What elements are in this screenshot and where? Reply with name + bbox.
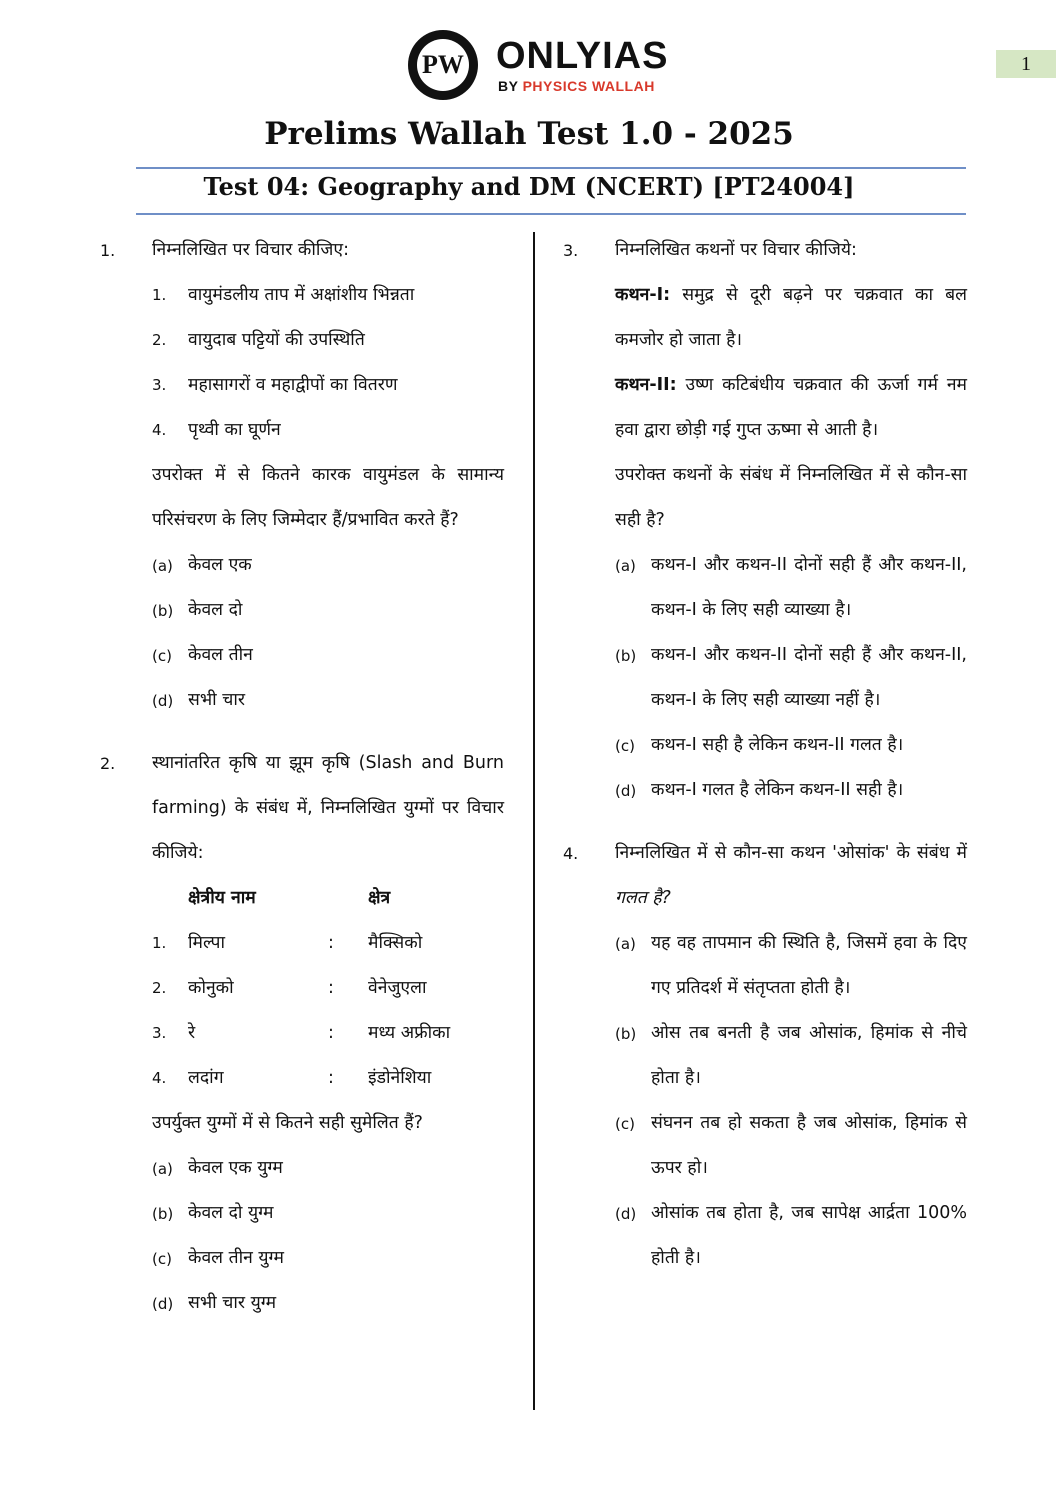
option: (b) कथन-I और कथन-II दोनों सही हैं और कथन-II, कथन-I के लिए सही व्याख्या नहीं है। — [615, 645, 967, 710]
pw-logo-icon: PW — [408, 30, 478, 100]
option: (b) केवल दो युग्म — [152, 1203, 274, 1223]
list-item: 4. पृथ्वी का घूर्णन — [152, 420, 281, 440]
question-stem: निम्नलिखित में से कौन-सा कथन 'ओसांक' के संबंध में गलत है? — [615, 843, 967, 908]
page-title: Prelims Wallah Test 1.0 - 2025 — [264, 116, 794, 152]
title-divider — [136, 167, 966, 169]
right-column — [563, 228, 967, 1281]
option: (a) केवल एक — [152, 555, 252, 575]
option: (a) कथन-I और कथन-II दोनों सही हैं और कथन-II, कथन-I के लिए सही व्याख्या है। — [615, 555, 967, 620]
question-3: 3. निम्नलिखित कथनों पर विचार कीजिये: कथन-I: समुद्र से दूरी बढ़ने पर चक्रवात का बल कमजोर हो जाता है। कथन-II: उष्ण कटिबंधीय चक्रवात की ऊर्जा गर्म नम हवा द्वारा छोड़ी गई गुप्त ऊष्मा से आती है। उपरोक्त कथनों के संबंध में निम्नलिखित में से कौन-सा सही है? (a) कथन-I और कथन-II दोनों सही हैं और कथन-II, कथन-I के लिए सही व्याख्या है। (b) कथन-I और कथन-II दोनों सही हैं और कथन-II, कथन-I के लिए सही व्याख्या नहीं है। (c) कथन-I सही है लेकिन कथन-II गलत है। (d) कथन-I गलत है लेकिन कथन-II सही है। — [563, 228, 967, 813]
option: (d) कथन-I गलत है लेकिन कथन-II सही है। — [615, 780, 904, 800]
option: (d) सभी चार — [152, 690, 246, 710]
question-text: उपरोक्त कथनों के संबंध में निम्नलिखित में से कौन-सा सही है? — [615, 465, 967, 530]
option: (d) ओसांक तब होता है, जब सापेक्ष आर्द्रता 100% होती है। — [615, 1203, 967, 1268]
logo — [408, 30, 668, 102]
question-stem: निम्नलिखित पर विचार कीजिए: — [152, 240, 349, 260]
page-subtitle: Test 04: Geography and DM (NCERT) [PT24004] — [203, 172, 855, 201]
column-divider — [533, 232, 535, 1410]
option: (d) सभी चार युग्म — [152, 1293, 277, 1313]
left-column — [100, 228, 504, 1326]
subtitle-divider — [136, 213, 966, 215]
brand-name: ONLYIAS — [496, 35, 669, 77]
page-number: 1 — [996, 50, 1056, 78]
option: (a) केवल एक युग्म — [152, 1158, 283, 1178]
pair-row: 4. लदांग : इंडोनेशिया — [152, 1068, 432, 1088]
pair-row: 3. रे : मध्य अफ्रीका — [152, 1023, 451, 1043]
pair-row: 1. मिल्पा : मैक्सिको — [152, 933, 423, 953]
question-stem: स्थानांतरित कृषि या झूम कृषि (Slash and Burn farming) के संबंध में, निम्नलिखित युग्मों पर विचार कीजिये: — [152, 753, 504, 863]
option: (c) केवल तीन युग्म — [152, 1248, 284, 1268]
question-text: उपरोक्त में से कितने कारक वायुमंडल के सामान्य परिसंचरण के लिए जिम्मेदार हैं/प्रभावित करते हैं? — [152, 465, 504, 530]
option: (c) केवल तीन — [152, 645, 253, 665]
option: (a) यह वह तापमान की स्थिति है, जिसमें हवा के दिए गए प्रतिदर्श में संतृप्तता होती है। — [615, 933, 967, 998]
question-stem: निम्नलिखित कथनों पर विचार कीजिये: — [615, 240, 857, 260]
question-text: उपर्युक्त युग्मों में से कितने सही सुमेलित हैं? — [152, 1113, 423, 1133]
option: (b) केवल दो — [152, 600, 243, 620]
list-item: 3. महासागरों व महाद्वीपों का वितरण — [152, 375, 398, 395]
statement-2: कथन-II: उष्ण कटिबंधीय चक्रवात की ऊर्जा गर्म नम हवा द्वारा छोड़ी गई गुप्त ऊष्मा से आती है। — [615, 375, 967, 440]
statement-1: कथन-I: समुद्र से दूरी बढ़ने पर चक्रवात का बल कमजोर हो जाता है। — [615, 285, 967, 350]
option: (c) संघनन तब हो सकता है जब ओसांक, हिमांक से ऊपर हो। — [615, 1113, 967, 1178]
option: (b) ओस तब बनती है जब ओसांक, हिमांक से नीचे होता है। — [615, 1023, 967, 1088]
pair-row: 2. कोनुको : वेनेजुएला — [152, 978, 427, 998]
option: (c) कथन-I सही है लेकिन कथन-II गलत है। — [615, 735, 904, 755]
brand-subtitle: BY PHYSICS WALLAH — [498, 78, 655, 94]
pair-header: क्षेत्रीय नाम क्षेत्र — [188, 888, 391, 908]
question-2: 2. स्थानांतरित कृषि या झूम कृषि (Slash and Burn farming) के संबंध में, निम्नलिखित युग्मों पर विचार कीजिये: क्षेत्रीय नाम क्षेत्र 1. मिल्पा : मैक्सिको 2. कोनुको : वेनेजुएला 3. रे : मध्य अफ्रीका 4. लदांग : इंडोनेशिया उपर्युक्त युग्मों में से कितने सही सुमेलित हैं? (a) केवल एक युग्म (b) केवल दो युग्म (c) केवल तीन युग्म (d) सभी चार युग्म — [100, 741, 504, 1326]
question-1: 1. निम्नलिखित पर विचार कीजिए: 1. वायुमंडलीय ताप में अक्षांशीय भिन्नता 2. वायुदाब पट्टियों की उपस्थिति 3. महासागरों व महाद्वीपों का वितरण 4. पृथ्वी का घूर्णन उपरोक्त में से कितने कारक वायुमंडल के सामान्य परिसंचरण के लिए जिम्मेदार हैं/प्रभावित करते हैं? (a) केवल एक (b) केवल दो (c) केवल तीन (d) सभी चार — [100, 228, 504, 723]
list-item: 2. वायुदाब पट्टियों की उपस्थिति — [152, 330, 365, 350]
question-4: 4. निम्नलिखित में से कौन-सा कथन 'ओसांक' के संबंध में गलत है? (a) यह वह तापमान की स्थिति है, जिसमें हवा के दिए गए प्रतिदर्श में संतृप्तता होती है। (b) ओस तब बनती है जब ओसांक, हिमांक से नीचे होता है। (c) संघनन तब हो सकता है जब ओसांक, हिमांक से ऊपर हो। (d) ओसांक तब होता है, जब सापेक्ष आर्द्रता 100% होती है। — [563, 831, 967, 1281]
list-item: 1. वायुमंडलीय ताप में अक्षांशीय भिन्नता — [152, 285, 415, 305]
